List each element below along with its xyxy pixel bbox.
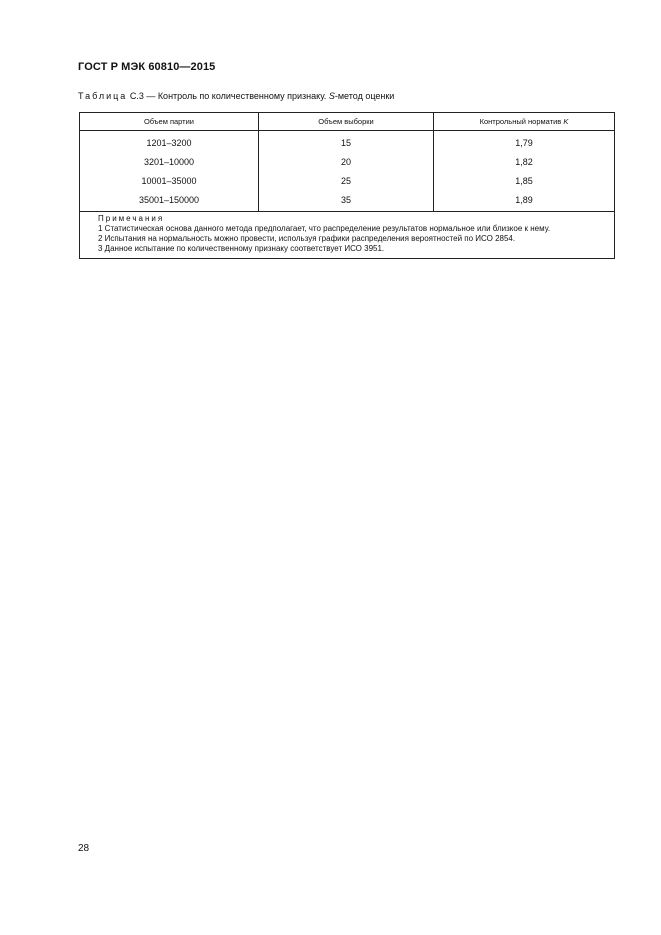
control-norm-cell: 1,82	[434, 152, 615, 171]
col-header-sample-size: Объем выборки	[259, 113, 434, 131]
sample-size-cell: 35	[259, 190, 434, 212]
control-norm-cell: 1,79	[434, 131, 615, 153]
table-header-row	[80, 113, 615, 131]
notes-cell	[80, 212, 615, 259]
col-header-control-norm-label: Контрольный норматив	[479, 117, 562, 126]
notes-title: Примечания	[98, 214, 165, 223]
table-row	[80, 171, 615, 190]
notes-row	[80, 212, 615, 259]
lot-size-cell: 3201–10000	[80, 152, 259, 171]
caption-number: С.3 — Контроль по количественному признаку.	[129, 91, 327, 101]
document-header: ГОСТ Р МЭК 60810—2015	[78, 61, 216, 73]
table-row	[80, 131, 615, 153]
lot-size-cell: 10001–35000	[80, 171, 259, 190]
table-row	[80, 190, 615, 212]
control-norm-cell: 1,85	[434, 171, 615, 190]
sample-size-cell: 25	[259, 171, 434, 190]
page-number: 28	[78, 843, 90, 854]
note-item: 1 Статистическая основа данного метода предполагает, что распределение результатов нормальное или близкое к нему.	[98, 224, 551, 233]
control-table	[79, 112, 615, 259]
note-item: 2 Испытания на нормальность можно провести, используя графики распределения вероятностей по ИСО 2854.	[98, 234, 516, 243]
sample-size-cell: 15	[259, 131, 434, 153]
table-caption	[78, 91, 394, 101]
lot-size-cell: 1201–3200	[80, 131, 259, 153]
lot-size-cell: 35001–150000	[80, 190, 259, 212]
note-item: 3 Данное испытание по количественному признаку соответствует ИСО 3951.	[98, 244, 385, 253]
caption-label: Таблица	[78, 91, 128, 101]
col-header-k-symbol: K	[563, 117, 569, 126]
caption-method-text: -метод оценки	[334, 91, 395, 101]
col-header-lot-size: Объем партии	[80, 113, 259, 131]
sample-size-cell: 20	[259, 152, 434, 171]
col-header-control-norm	[434, 113, 615, 131]
control-norm-cell: 1,89	[434, 190, 615, 212]
caption-method-letter: S	[328, 91, 335, 101]
table-row	[80, 152, 615, 171]
